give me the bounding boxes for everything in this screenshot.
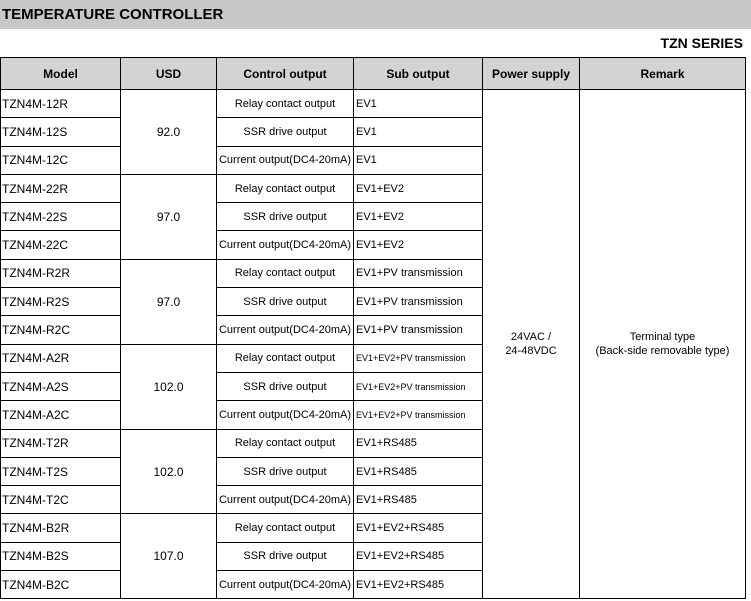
sub-output-cell: EV1 (354, 146, 483, 174)
title-bar (0, 0, 751, 29)
model-cell: TZN4M-R2C (1, 316, 121, 344)
control-output-cell: Current output(DC4-20mA) (217, 571, 354, 599)
header-sub-output: Sub output (354, 58, 483, 90)
price-table (0, 57, 746, 599)
control-output-cell: Current output(DC4-20mA) (217, 231, 354, 259)
control-output-cell: Relay contact output (217, 259, 354, 287)
model-cell: TZN4M-R2S (1, 288, 121, 316)
remark-line1: Terminal type (629, 331, 696, 344)
model-cell: TZN4M-B2S (1, 542, 121, 570)
sub-output-cell: EV1+RS485 (354, 457, 483, 485)
sub-output-cell: EV1+PV transmission (354, 259, 483, 287)
table-row (1, 90, 746, 118)
power-supply-line1: 24VAC / (510, 331, 552, 344)
model-cell: TZN4M-A2C (1, 401, 121, 429)
sub-output-cell: EV1+EV2+RS485 (354, 514, 483, 542)
control-output-cell: Current output(DC4-20mA) (217, 486, 354, 514)
table-body (1, 90, 746, 599)
header-model: Model (1, 58, 121, 90)
sub-output-cell: EV1+EV2+RS485 (354, 571, 483, 599)
sub-output-cell: EV1+EV2 (354, 174, 483, 202)
model-cell: TZN4M-22R (1, 174, 121, 202)
power-supply-cell (483, 90, 580, 599)
control-output-cell: Current output(DC4-20mA) (217, 146, 354, 174)
page-title: TEMPERATURE CONTROLLER (2, 6, 224, 23)
control-output-cell: SSR drive output (217, 372, 354, 400)
sub-output-cell: EV1+PV transmission (354, 288, 483, 316)
usd-price-cell: 102.0 (121, 344, 217, 429)
sub-output-cell: EV1 (354, 118, 483, 146)
control-output-cell: SSR drive output (217, 457, 354, 485)
model-cell: TZN4M-T2C (1, 486, 121, 514)
model-cell: TZN4M-T2R (1, 429, 121, 457)
sub-output-cell: EV1+RS485 (354, 486, 483, 514)
header-control-output: Control output (217, 58, 354, 90)
usd-price-cell: 102.0 (121, 429, 217, 514)
table-header-row (1, 58, 746, 90)
model-cell: TZN4M-T2S (1, 457, 121, 485)
remark-cell (580, 90, 746, 599)
control-output-cell: SSR drive output (217, 288, 354, 316)
model-cell: TZN4M-22S (1, 203, 121, 231)
model-cell: TZN4M-A2S (1, 372, 121, 400)
model-cell: TZN4M-B2C (1, 571, 121, 599)
usd-price-cell: 92.0 (121, 90, 217, 175)
control-output-cell: Relay contact output (217, 429, 354, 457)
usd-price-cell: 97.0 (121, 174, 217, 259)
header-usd: USD (121, 58, 217, 90)
header-remark: Remark (580, 58, 746, 90)
model-cell: TZN4M-A2R (1, 344, 121, 372)
sub-output-cell: EV1+RS485 (354, 429, 483, 457)
sub-output-cell: EV1+EV2 (354, 231, 483, 259)
control-output-cell: Relay contact output (217, 514, 354, 542)
sub-output-cell: EV1+EV2 (354, 203, 483, 231)
control-output-cell: SSR drive output (217, 542, 354, 570)
control-output-cell: Current output(DC4-20mA) (217, 401, 354, 429)
model-cell: TZN4M-R2R (1, 259, 121, 287)
sub-output-cell: EV1+EV2+PV transmission (354, 344, 483, 372)
control-output-cell: Current output(DC4-20mA) (217, 316, 354, 344)
remark-line2: (Back-side removable type) (595, 345, 730, 358)
sub-output-cell: EV1+EV2+RS485 (354, 542, 483, 570)
usd-price-cell: 107.0 (121, 514, 217, 599)
sub-output-cell: EV1+PV transmission (354, 316, 483, 344)
series-label: TZN SERIES (660, 35, 743, 51)
power-supply-line2: 24-48VDC (505, 345, 557, 358)
model-cell: TZN4M-12R (1, 90, 121, 118)
control-output-cell: Relay contact output (217, 90, 354, 118)
control-output-cell: Relay contact output (217, 174, 354, 202)
sub-output-cell: EV1+EV2+PV transmission (354, 372, 483, 400)
sub-output-cell: EV1 (354, 90, 483, 118)
model-cell: TZN4M-22C (1, 231, 121, 259)
sub-output-cell: EV1+EV2+PV transmission (354, 401, 483, 429)
usd-price-cell: 97.0 (121, 259, 217, 344)
control-output-cell: SSR drive output (217, 118, 354, 146)
control-output-cell: Relay contact output (217, 344, 354, 372)
model-cell: TZN4M-B2R (1, 514, 121, 542)
header-power-supply: Power supply (483, 58, 580, 90)
model-cell: TZN4M-12C (1, 146, 121, 174)
control-output-cell: SSR drive output (217, 203, 354, 231)
model-cell: TZN4M-12S (1, 118, 121, 146)
